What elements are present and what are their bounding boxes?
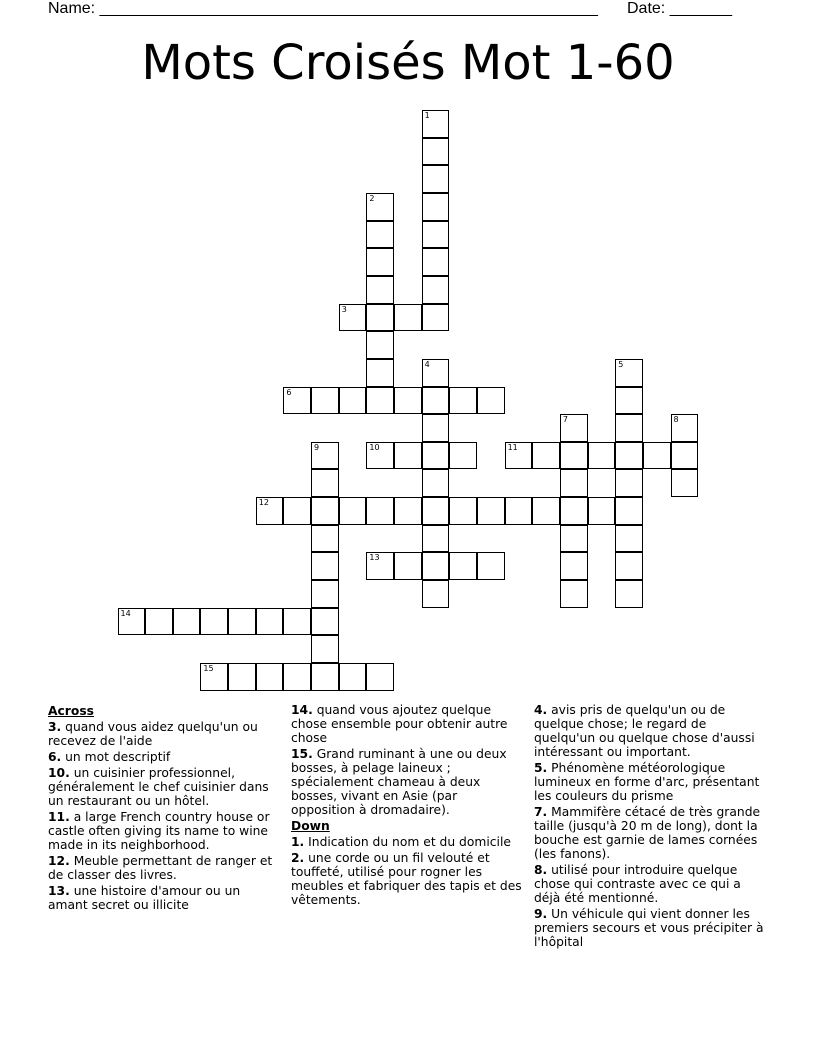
- clue-number: 12: [258, 498, 269, 508]
- grid-cell[interactable]: [366, 193, 394, 221]
- grid-cell[interactable]: [339, 387, 367, 415]
- clue-number: 11: [507, 442, 518, 452]
- grid-cell[interactable]: [449, 387, 477, 415]
- clue-text: quand vous ajoutez quelque chose ensemble pour obtenir autre chose: [291, 703, 508, 745]
- grid-cell[interactable]: [283, 387, 311, 415]
- grid-cell[interactable]: [311, 580, 339, 608]
- grid-cell[interactable]: [560, 497, 588, 525]
- clue-text: Indication du nom et du domicile: [304, 835, 511, 849]
- grid-cell[interactable]: [422, 165, 450, 193]
- clue-item: [48, 810, 278, 852]
- clue-text: a large French country house or castle often giving its name to wine made in its neighborhood.: [48, 810, 270, 852]
- clue-number: 10.: [48, 766, 70, 780]
- grid-cell[interactable]: [422, 552, 450, 580]
- grid-cell[interactable]: [256, 608, 284, 636]
- clue-text: un cuisinier professionnel, généralement le chef cuisinier dans un restaurant ou un hôtel.: [48, 766, 269, 808]
- grid-cell[interactable]: [394, 387, 422, 415]
- grid-cell[interactable]: [366, 221, 394, 249]
- grid-cell[interactable]: [560, 414, 588, 442]
- clue-text: Un véhicule qui vient donner les premiers secours et vous précipiter à l'hôpital: [534, 907, 764, 949]
- grid-cell[interactable]: [615, 469, 643, 497]
- grid-cell[interactable]: [422, 193, 450, 221]
- grid-cell[interactable]: [118, 608, 146, 636]
- clue-item: [291, 851, 523, 907]
- grid-cell[interactable]: [311, 497, 339, 525]
- grid-cell[interactable]: [477, 387, 505, 415]
- grid-cell[interactable]: [449, 497, 477, 525]
- clue-number: 10: [369, 442, 380, 452]
- grid-cell[interactable]: [449, 442, 477, 470]
- clue-number: 12.: [48, 854, 70, 868]
- clue-text: un mot descriptif: [61, 750, 171, 764]
- grid-cell[interactable]: [422, 414, 450, 442]
- grid-cell[interactable]: [532, 497, 560, 525]
- grid-cell[interactable]: [505, 497, 533, 525]
- grid-cell[interactable]: [200, 608, 228, 636]
- grid-cell[interactable]: [615, 552, 643, 580]
- clue-number: 7.: [534, 805, 548, 819]
- grid-cell[interactable]: [560, 552, 588, 580]
- down-clue-list: [291, 835, 523, 907]
- grid-cell[interactable]: [256, 497, 284, 525]
- grid-cell[interactable]: [366, 663, 394, 691]
- grid-cell[interactable]: [394, 442, 422, 470]
- clues-column-1: [48, 703, 278, 914]
- grid-cell[interactable]: [615, 442, 643, 470]
- clue-item: [48, 720, 278, 748]
- grid-cell[interactable]: [283, 608, 311, 636]
- grid-cell[interactable]: [366, 276, 394, 304]
- grid-cell[interactable]: [173, 608, 201, 636]
- clue-number: 9.: [534, 907, 548, 921]
- grid-cell[interactable]: [256, 663, 284, 691]
- grid-cell[interactable]: [643, 442, 671, 470]
- clue-number: 5.: [534, 761, 548, 775]
- clue-number: 9: [314, 442, 320, 452]
- grid-cell[interactable]: [422, 221, 450, 249]
- clue-number: 13: [369, 553, 380, 563]
- grid-cell[interactable]: [366, 331, 394, 359]
- clue-number: 13.: [48, 884, 70, 898]
- grid-cell[interactable]: [366, 497, 394, 525]
- grid-cell[interactable]: [560, 442, 588, 470]
- grid-cell[interactable]: [311, 469, 339, 497]
- grid-cell[interactable]: [339, 663, 367, 691]
- grid-cell[interactable]: [588, 497, 616, 525]
- clue-number: 2.: [291, 851, 305, 865]
- clue-text: une corde ou un fil velouté et touffeté, utilisé pour rogner les meubles et fabriquer des tapis et des vêtements.: [291, 851, 522, 907]
- clue-text: quand vous aidez quelqu'un ou recevez de l'aide: [48, 720, 258, 748]
- grid-cell[interactable]: [615, 525, 643, 553]
- grid-cell[interactable]: [560, 469, 588, 497]
- clue-text: une histoire d'amour ou un amant secret ou illicite: [48, 884, 241, 912]
- clue-number: 4.: [534, 703, 548, 717]
- clue-number: 14.: [291, 703, 313, 717]
- grid-cell[interactable]: [671, 469, 699, 497]
- grid-cell[interactable]: [615, 414, 643, 442]
- clue-item: [291, 747, 523, 817]
- grid-cell[interactable]: [422, 497, 450, 525]
- grid-cell[interactable]: [311, 608, 339, 636]
- clue-item: [534, 761, 770, 803]
- clue-number: 15: [203, 664, 214, 673]
- grid-cell[interactable]: [560, 525, 588, 553]
- clue-item: [48, 766, 278, 808]
- date-field-label: Date: _______: [627, 0, 732, 17]
- grid-cell[interactable]: [671, 442, 699, 470]
- grid-cell[interactable]: [366, 359, 394, 387]
- grid-cell[interactable]: [422, 387, 450, 415]
- grid-cell[interactable]: [311, 525, 339, 553]
- clue-item: [48, 750, 278, 764]
- grid-cell[interactable]: [615, 359, 643, 387]
- down-heading: Down: [291, 819, 330, 833]
- grid-cell[interactable]: [394, 497, 422, 525]
- grid-cell[interactable]: [422, 580, 450, 608]
- grid-cell[interactable]: [422, 276, 450, 304]
- clue-number: 6: [286, 387, 292, 397]
- grid-cell[interactable]: [422, 359, 450, 387]
- grid-cell[interactable]: [422, 138, 450, 166]
- grid-cell[interactable]: [588, 442, 616, 470]
- clue-number: 7: [562, 415, 568, 425]
- grid-cell[interactable]: [339, 304, 367, 332]
- clue-number: 6.: [48, 750, 62, 764]
- clue-item: [534, 863, 770, 905]
- clue-number: 3.: [48, 720, 62, 734]
- grid-cell[interactable]: [228, 608, 256, 636]
- grid-cell[interactable]: [366, 552, 394, 580]
- grid-cell[interactable]: [532, 442, 560, 470]
- page-title: Mots Croisés Mot 1-60: [141, 35, 675, 91]
- clue-number: 2: [369, 193, 375, 203]
- clue-text: avis pris de quelqu'un ou de quelque chose; le regard de quelqu'un ou quelque chose d'aussi intéressant ou important.: [534, 703, 755, 759]
- clues-column-2: [291, 703, 523, 909]
- grid-cell[interactable]: [422, 304, 450, 332]
- clue-item: [534, 907, 770, 949]
- clue-number: 14: [120, 608, 131, 618]
- grid-cell[interactable]: [228, 663, 256, 691]
- grid-cell[interactable]: [560, 580, 588, 608]
- grid-cell[interactable]: [615, 497, 643, 525]
- grid-cell[interactable]: [615, 580, 643, 608]
- clue-number: 15.: [291, 747, 313, 761]
- grid-cell[interactable]: [145, 608, 173, 636]
- clue-item: [48, 854, 278, 882]
- grid-cell[interactable]: [422, 110, 450, 138]
- clue-text: Mammifère cétacé de très grande taille (jusqu'à 20 m de long), dont la bouche est garnie de lames cornées (les fanons).: [534, 805, 761, 861]
- clue-text: Phénomène météorologique lumineux en forme d'arc, présentant les couleurs du prisme: [534, 761, 760, 803]
- clue-number: 8: [673, 415, 679, 425]
- grid-cell[interactable]: [339, 497, 367, 525]
- clue-item: [291, 703, 523, 745]
- grid-cell[interactable]: [477, 552, 505, 580]
- grid-cell[interactable]: [422, 469, 450, 497]
- grid-cell[interactable]: [422, 525, 450, 553]
- clue-text: Meuble permettant de ranger et de classer des livres.: [48, 854, 273, 882]
- grid-cell[interactable]: [422, 442, 450, 470]
- grid-cell[interactable]: [394, 304, 422, 332]
- clue-item: [534, 703, 770, 759]
- grid-cell[interactable]: [477, 497, 505, 525]
- grid-cell[interactable]: [615, 387, 643, 415]
- across-clue-list: [48, 720, 278, 912]
- clue-number: 5: [618, 359, 624, 369]
- clue-text: utilisé pour introduire quelque chose qui contraste avec ce qui a déjà été mentionné.: [534, 863, 741, 905]
- grid-cell[interactable]: [200, 663, 228, 691]
- clue-text: Grand ruminant à une ou deux bosses, à pelage laineux ; spécialement chameau à deux bosses, vivant en Asie (par opposition à dromadaire).: [291, 747, 507, 817]
- grid-cell[interactable]: [366, 387, 394, 415]
- grid-cell[interactable]: [283, 497, 311, 525]
- clue-number: 1.: [291, 835, 305, 849]
- grid-cell[interactable]: [505, 442, 533, 470]
- clues-column-3: [534, 703, 770, 951]
- grid-cell[interactable]: [311, 635, 339, 663]
- grid-cell[interactable]: [671, 414, 699, 442]
- clue-number: 3: [341, 304, 347, 314]
- clue-item: [291, 835, 523, 849]
- grid-cell[interactable]: [366, 442, 394, 470]
- grid-cell[interactable]: [366, 248, 394, 276]
- grid-cell[interactable]: [449, 552, 477, 580]
- grid-cell[interactable]: [311, 442, 339, 470]
- clue-number: 1: [424, 111, 430, 120]
- clue-number: 11.: [48, 810, 70, 824]
- grid-cell[interactable]: [311, 663, 339, 691]
- grid-cell[interactable]: [283, 663, 311, 691]
- across-clue-list-continued: [291, 703, 523, 817]
- across-heading: Across: [48, 704, 94, 718]
- clue-number: 4: [424, 359, 430, 369]
- clue-item: [534, 805, 770, 861]
- grid-cell[interactable]: [394, 552, 422, 580]
- grid-cell[interactable]: [311, 387, 339, 415]
- down-clue-list-continued: [534, 703, 770, 949]
- name-field-label: Name: ________________________________________________________: [48, 0, 598, 17]
- grid-cell[interactable]: [366, 304, 394, 332]
- clue-item: [48, 884, 278, 912]
- grid-cell[interactable]: [422, 248, 450, 276]
- grid-cell[interactable]: [311, 552, 339, 580]
- clue-number: 8.: [534, 863, 548, 877]
